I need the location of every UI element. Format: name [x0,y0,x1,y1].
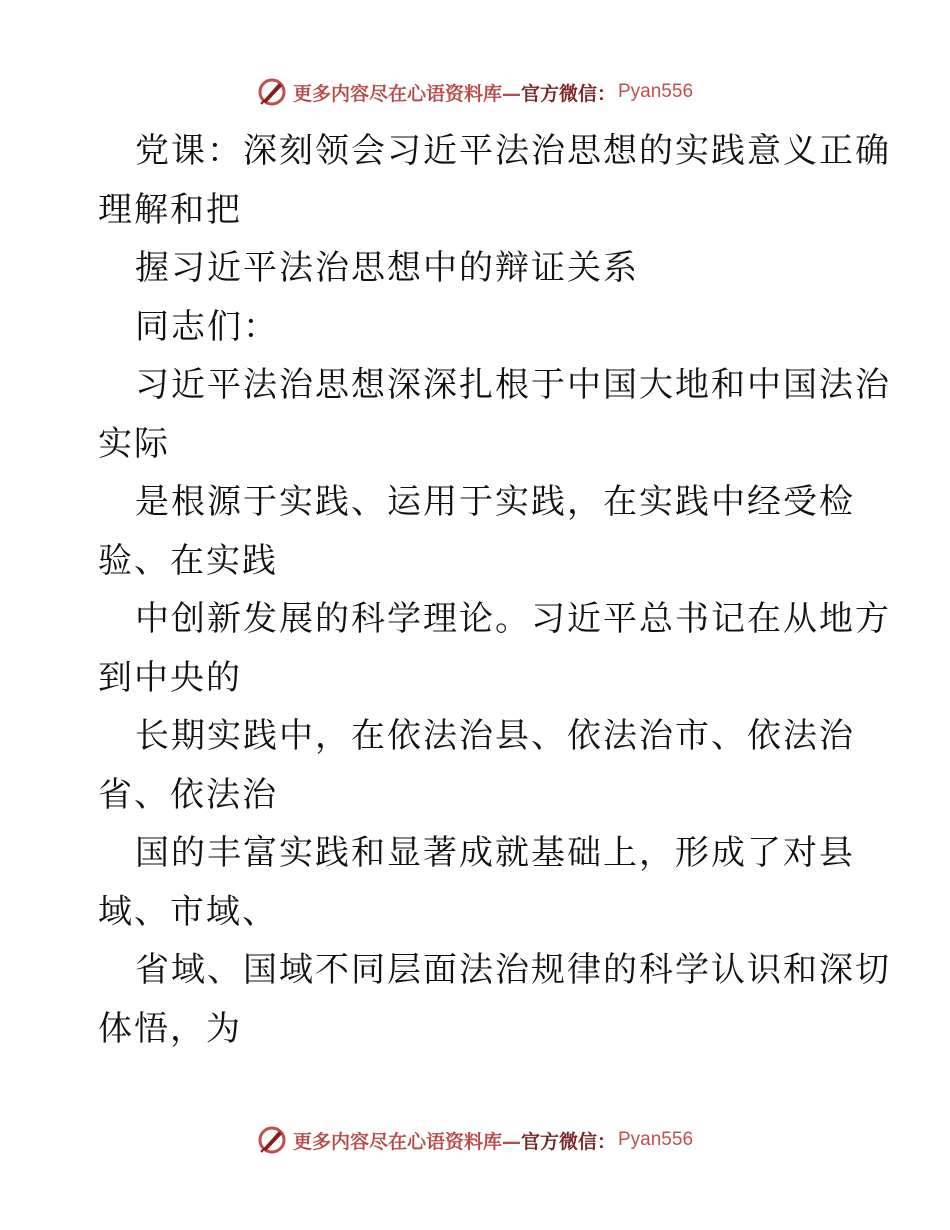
paragraph-line: 域、市域、 [98,891,278,932]
paragraph-line: 中创新发展的科学理论。习近平总书记在从地方 [135,599,891,639]
banner-slogan: 更多内容尽在心语资料库— [292,1130,521,1153]
quill-logo-icon [257,77,287,107]
paragraph-line: 长期实践中，在依法治县、依法治市、依法治 [135,716,855,756]
footer-banner [0,1120,950,1160]
paragraph-line: 验、在实践 [98,540,278,581]
banner-wechat-label: 官方微信： [520,1130,616,1153]
paragraph-line: 省、依法治 [98,774,278,815]
header-banner [0,72,950,112]
banner-wechat-id: Pyan556 [618,81,694,102]
banner-slogan: 更多内容尽在心语资料库— [292,82,521,105]
title-line-2: 理解和把 [98,189,242,230]
banner-wechat-label: 官方微信： [520,82,616,105]
paragraph-line: 实际 [98,423,170,464]
paragraph-line: 省域、国域不同层面法治规律的科学认识和深切 [135,950,891,990]
salutation: 同志们： [135,306,279,347]
document-body [98,122,891,1058]
title-line-3: 握习近平法治思想中的辩证关系 [135,248,639,288]
paragraph-line: 国的丰富实践和显著成就基础上，形成了对县 [135,833,855,873]
paragraph-line: 体悟，为 [98,1008,242,1049]
quill-logo-icon [257,1125,287,1155]
paragraph-line: 到中央的 [98,657,242,698]
paragraph-line: 是根源于实践、运用于实践，在实践中经受检 [135,482,855,522]
paragraph-line: 习近平法治思想深深扎根于中国大地和中国法治 [135,365,891,405]
title-line-1: 党课：深刻领会习近平法治思想的实践意义正确 [135,131,891,171]
banner-wechat-id: Pyan556 [618,1129,694,1150]
